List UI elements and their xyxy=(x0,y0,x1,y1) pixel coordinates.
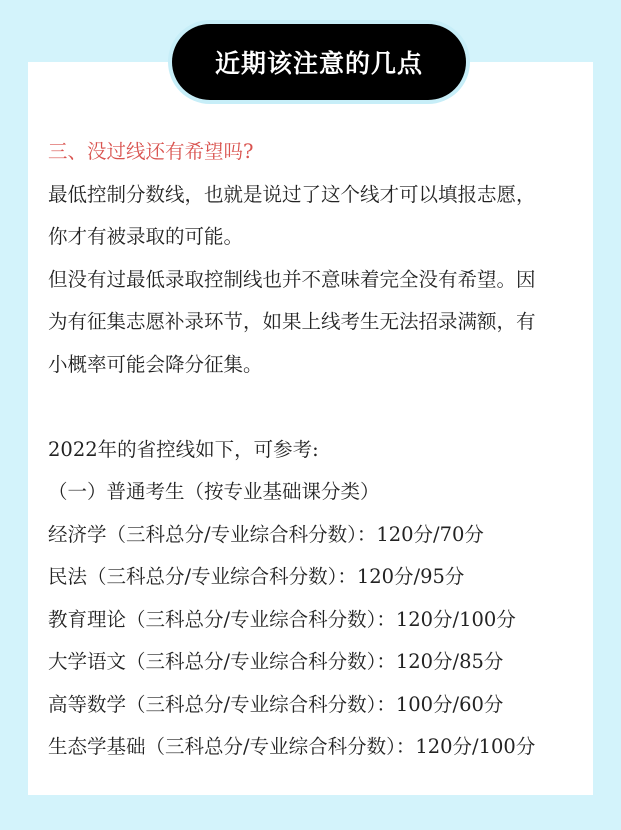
page-title: 近期该注意的几点 xyxy=(214,49,423,78)
category-text: （一）普通考生（按专业基础课分类） xyxy=(48,480,380,503)
paragraph2-line-1: 但没有过最低录取控制线也并不意味着完全没有希望。因 xyxy=(48,267,536,291)
score-line-advanced-math: 高等数学（三科总分/专业综合科分数）：100分/60分 xyxy=(48,692,504,716)
score-line-education-theory: 教育理论（三科总分/专业综合科分数）：120分/100分 xyxy=(48,607,516,631)
score-line-college-chinese: 大学语文（三科总分/专业综合科分数）：120分/85分 xyxy=(48,650,504,673)
paragraph2-line-3: 小概率可能会降分征集。 xyxy=(48,352,263,376)
paragraph1-line-2: 你才有被录取的可能。 xyxy=(48,225,244,248)
spacer xyxy=(48,386,588,429)
article-body xyxy=(48,131,588,769)
paragraph2-line-2: 为有征集志愿补录环节，如果上线考生无法招录满额，有 xyxy=(48,310,536,333)
paragraph1-line-1: 最低控制分数线，也就是说过了这个线才可以填报志愿， xyxy=(48,182,536,206)
intro-text: 2022年的省控线如下，可参考: xyxy=(48,437,319,461)
score-line-economics: 经济学（三科总分/专业综合科分数）：120分/70分 xyxy=(48,522,484,546)
score-line-civil-law: 民法（三科总分/专业综合科分数）：120分/95分 xyxy=(48,565,465,588)
section-heading: 三、没过线还有希望吗? xyxy=(48,140,254,163)
title-banner xyxy=(172,24,466,100)
score-line-ecology: 生态学基础（三科总分/专业综合科分数）：120分/100分 xyxy=(48,735,536,758)
